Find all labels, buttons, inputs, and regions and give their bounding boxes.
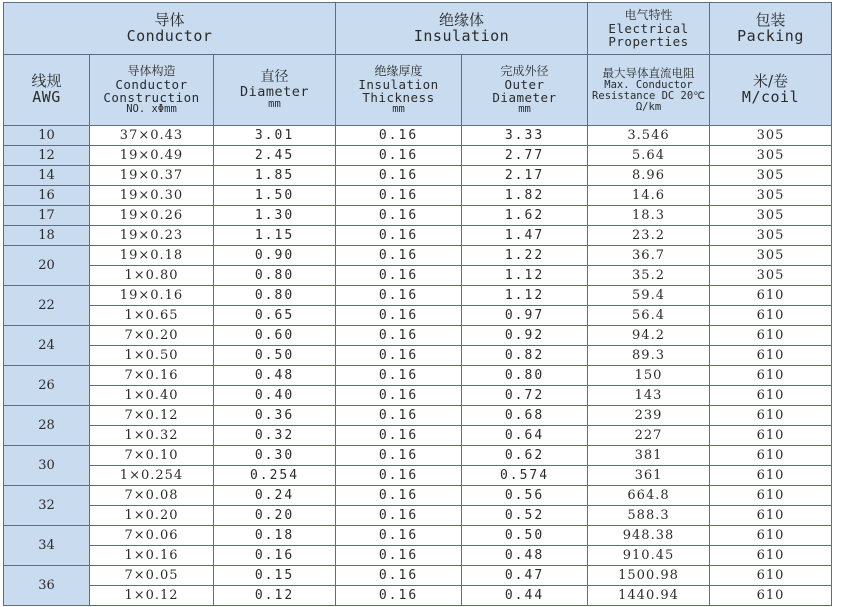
awg-cell: 17 (4, 206, 90, 226)
insulation-group-header (336, 3, 588, 55)
outer-header-zh: 完成外径 (500, 64, 549, 79)
table-row (4, 366, 832, 386)
wire-spec-sheet (3, 2, 831, 605)
resistance-header (588, 55, 710, 126)
resistance-cell: 23.2 (588, 226, 710, 246)
construction-cell: 1×0.80 (90, 266, 214, 286)
outer-diameter-cell: 0.56 (462, 486, 588, 506)
insulation-cell: 0.16 (336, 546, 462, 566)
resistance-cell: 1500.98 (588, 566, 710, 586)
resistance-cell: 1440.94 (588, 586, 710, 606)
construction-cell: 1×0.32 (90, 426, 214, 446)
electrical-group-header (588, 3, 710, 55)
outer-diameter-cell: 0.52 (462, 506, 588, 526)
outer-diameter-cell: 0.47 (462, 566, 588, 586)
outer-diameter-cell: 0.48 (462, 546, 588, 566)
thickness-header-zh: 绝缘厚度 (374, 64, 423, 79)
outer-diameter-cell: 0.44 (462, 586, 588, 606)
awg-header (4, 55, 90, 126)
construction-cell: 19×0.16 (90, 286, 214, 306)
construction-cell: 37×0.43 (90, 126, 214, 146)
resistance-cell: 14.6 (588, 186, 710, 206)
outer-diameter-cell: 1.12 (462, 266, 588, 286)
outer-diameter-cell: 2.17 (462, 166, 588, 186)
awg-cell: 12 (4, 146, 90, 166)
construction-cell: 7×0.05 (90, 566, 214, 586)
packing-cell: 305 (710, 166, 832, 186)
diameter-header (214, 55, 336, 126)
diameter-cell: 0.80 (214, 286, 336, 306)
insulation-cell: 0.16 (336, 586, 462, 606)
awg-cell: 36 (4, 566, 90, 606)
packing-cell: 610 (710, 486, 832, 506)
awg-cell: 16 (4, 186, 90, 206)
construction-cell: 7×0.12 (90, 406, 214, 426)
packing-cell: 610 (710, 286, 832, 306)
outer-diameter-cell: 0.64 (462, 426, 588, 446)
insulation-cell: 0.16 (336, 286, 462, 306)
diameter-cell: 0.90 (214, 246, 336, 266)
construction-cell: 1×0.20 (90, 506, 214, 526)
outer-diameter-cell: 2.77 (462, 146, 588, 166)
table-row (4, 446, 832, 466)
packing-cell: 610 (710, 566, 832, 586)
outer-diameter-cell: 1.47 (462, 226, 588, 246)
wire-spec-table (3, 2, 832, 606)
construction-header-en-2: Construction (103, 89, 200, 105)
resistance-cell: 36.7 (588, 246, 710, 266)
insulation-header-en: Insulation (413, 26, 510, 45)
packing-cell: 610 (710, 506, 832, 526)
insulation-cell: 0.16 (336, 526, 462, 546)
outer-diameter-cell: 1.22 (462, 246, 588, 266)
insulation-cell: 0.16 (336, 126, 462, 146)
awg-cell: 18 (4, 226, 90, 246)
construction-header (90, 55, 214, 126)
table-row (4, 266, 832, 286)
outer-diameter-cell: 0.80 (462, 366, 588, 386)
diameter-cell: 0.60 (214, 326, 336, 346)
resistance-cell: 18.3 (588, 206, 710, 226)
diameter-cell: 0.32 (214, 426, 336, 446)
table-row (4, 326, 832, 346)
construction-cell: 7×0.08 (90, 486, 214, 506)
resistance-cell: 8.96 (588, 166, 710, 186)
diameter-cell: 0.36 (214, 406, 336, 426)
electrical-header-en-2: Properties (608, 33, 689, 49)
insulation-cell: 0.16 (336, 226, 462, 246)
table-row (4, 406, 832, 426)
diameter-cell: 3.01 (214, 126, 336, 146)
diameter-cell: 0.24 (214, 486, 336, 506)
thickness-header-unit: mm (392, 102, 405, 115)
resistance-cell: 239 (588, 406, 710, 426)
awg-cell: 34 (4, 526, 90, 566)
resistance-cell: 3.546 (588, 126, 710, 146)
diameter-header-en: Diameter (239, 83, 310, 100)
packing-cell: 610 (710, 586, 832, 606)
awg-cell: 10 (4, 126, 90, 146)
insulation-header-zh: 绝缘体 (439, 10, 485, 29)
diameter-header-zh: 直径 (260, 69, 289, 86)
packing-cell: 305 (710, 146, 832, 166)
table-row (4, 586, 832, 606)
table-row (4, 486, 832, 506)
construction-header-unit: NO. xΦmm (126, 102, 177, 115)
table-row (4, 206, 832, 226)
diameter-cell: 1.50 (214, 186, 336, 206)
packing-cell: 610 (710, 306, 832, 326)
table-row (4, 166, 832, 186)
construction-cell: 19×0.18 (90, 246, 214, 266)
construction-cell: 1×0.254 (90, 466, 214, 486)
packing-cell: 305 (710, 226, 832, 246)
awg-header-en: AWG (32, 88, 61, 106)
construction-cell: 7×0.16 (90, 366, 214, 386)
resistance-header-zh: 最大导体直流电阻 (602, 66, 695, 81)
awg-cell: 14 (4, 166, 90, 186)
resistance-header-unit: Ω/km (635, 100, 662, 113)
insulation-cell: 0.16 (336, 266, 462, 286)
insulation-cell: 0.16 (336, 386, 462, 406)
resistance-cell: 664.8 (588, 486, 710, 506)
packing-cell: 305 (710, 126, 832, 146)
packing-cell: 305 (710, 206, 832, 226)
insulation-cell: 0.16 (336, 326, 462, 346)
insulation-cell: 0.16 (336, 486, 462, 506)
thickness-header (336, 55, 462, 126)
packing-cell: 610 (710, 446, 832, 466)
packing-cell: 610 (710, 426, 832, 446)
outer-header-en-2: Diameter (492, 89, 557, 105)
electrical-header-en-1: Electrical (608, 20, 689, 36)
packing-cell: 610 (710, 466, 832, 486)
conductor-header-en: Conductor (126, 26, 213, 45)
diameter-cell: 0.40 (214, 386, 336, 406)
construction-cell: 7×0.10 (90, 446, 214, 466)
packing-cell: 610 (710, 526, 832, 546)
electrical-header-zh: 电气特性 (624, 8, 673, 23)
table-row (4, 546, 832, 566)
awg-cell: 30 (4, 446, 90, 486)
table-row (4, 186, 832, 206)
diameter-cell: 0.48 (214, 366, 336, 386)
insulation-cell: 0.16 (336, 426, 462, 446)
resistance-cell: 89.3 (588, 346, 710, 366)
awg-cell: 20 (4, 246, 90, 286)
packing2-header-en: M/coil (741, 88, 800, 106)
outer-diameter-cell: 0.97 (462, 306, 588, 326)
diameter-cell: 0.15 (214, 566, 336, 586)
construction-cell: 1×0.16 (90, 546, 214, 566)
resistance-cell: 5.64 (588, 146, 710, 166)
diameter-cell: 0.80 (214, 266, 336, 286)
diameter-cell: 0.254 (214, 466, 336, 486)
diameter-header-unit: mm (268, 97, 281, 110)
diameter-cell: 0.20 (214, 506, 336, 526)
awg-cell: 26 (4, 366, 90, 406)
table-row (4, 526, 832, 546)
outer-diameter-cell: 0.68 (462, 406, 588, 426)
outer-header-unit: mm (518, 102, 531, 115)
construction-cell: 7×0.20 (90, 326, 214, 346)
awg-header-zh: 线规 (31, 72, 62, 91)
insulation-cell: 0.16 (336, 246, 462, 266)
resistance-cell: 59.4 (588, 286, 710, 306)
packing-cell: 305 (710, 246, 832, 266)
diameter-cell: 1.30 (214, 206, 336, 226)
outer-diameter-cell: 0.82 (462, 346, 588, 366)
packing-cell: 610 (710, 326, 832, 346)
outer-diameter-cell: 0.50 (462, 526, 588, 546)
table-row (4, 506, 832, 526)
insulation-cell: 0.16 (336, 566, 462, 586)
table-row (4, 426, 832, 446)
awg-cell: 32 (4, 486, 90, 526)
diameter-cell: 0.30 (214, 446, 336, 466)
resistance-cell: 56.4 (588, 306, 710, 326)
packing-cell: 610 (710, 546, 832, 566)
header-row-groups (4, 3, 832, 55)
insulation-cell: 0.16 (336, 346, 462, 366)
table-row (4, 386, 832, 406)
construction-cell: 19×0.23 (90, 226, 214, 246)
diameter-cell: 0.12 (214, 586, 336, 606)
conductor-group-header (4, 3, 336, 55)
construction-cell: 1×0.12 (90, 586, 214, 606)
insulation-cell: 0.16 (336, 146, 462, 166)
resistance-cell: 381 (588, 446, 710, 466)
construction-cell: 19×0.30 (90, 186, 214, 206)
diameter-cell: 0.16 (214, 546, 336, 566)
insulation-cell: 0.16 (336, 446, 462, 466)
construction-cell: 19×0.37 (90, 166, 214, 186)
thickness-header-en-2: Thickness (362, 89, 435, 105)
thickness-header-en-1: Insulation (358, 76, 439, 92)
outer-diameter-cell: 1.12 (462, 286, 588, 306)
table-row (4, 126, 832, 146)
construction-cell: 1×0.40 (90, 386, 214, 406)
awg-cell: 24 (4, 326, 90, 366)
construction-cell: 1×0.50 (90, 346, 214, 366)
packing-group-header (710, 3, 832, 55)
outer-diameter-cell: 0.72 (462, 386, 588, 406)
packing-header-en: Packing (737, 26, 804, 45)
construction-cell: 7×0.06 (90, 526, 214, 546)
table-row (4, 246, 832, 266)
outer-diameter-cell: 1.62 (462, 206, 588, 226)
packing-header-zh: 包装 (755, 10, 786, 29)
insulation-cell: 0.16 (336, 366, 462, 386)
resistance-cell: 143 (588, 386, 710, 406)
table-row (4, 306, 832, 326)
resistance-header-en-1: Max. Conductor (604, 78, 693, 91)
header-row-columns (4, 55, 832, 126)
insulation-cell: 0.16 (336, 406, 462, 426)
diameter-cell: 0.65 (214, 306, 336, 326)
table-row (4, 286, 832, 306)
resistance-header-en-2: Resistance DC 20℃ (592, 89, 705, 102)
outer-diameter-cell: 0.92 (462, 326, 588, 346)
awg-cell: 28 (4, 406, 90, 446)
insulation-cell: 0.16 (336, 206, 462, 226)
outer-diameter-cell: 0.574 (462, 466, 588, 486)
awg-cell: 22 (4, 286, 90, 326)
packing-cell: 305 (710, 266, 832, 286)
packing-cell: 610 (710, 386, 832, 406)
outer-diameter-cell: 3.33 (462, 126, 588, 146)
packing2-header-zh: 米/卷 (752, 72, 789, 91)
packing-cell: 610 (710, 346, 832, 366)
table-row (4, 346, 832, 366)
outer-diameter-header (462, 55, 588, 126)
resistance-cell: 948.38 (588, 526, 710, 546)
table-row (4, 466, 832, 486)
insulation-cell: 0.16 (336, 466, 462, 486)
diameter-cell: 0.18 (214, 526, 336, 546)
resistance-cell: 227 (588, 426, 710, 446)
diameter-cell: 2.45 (214, 146, 336, 166)
packing-cell: 305 (710, 186, 832, 206)
construction-header-en-1: Conductor (115, 76, 188, 92)
insulation-cell: 0.16 (336, 306, 462, 326)
outer-diameter-cell: 1.82 (462, 186, 588, 206)
table-row (4, 146, 832, 166)
table-row (4, 566, 832, 586)
resistance-cell: 361 (588, 466, 710, 486)
diameter-cell: 0.50 (214, 346, 336, 366)
outer-header-en-1: Outer (504, 76, 545, 92)
insulation-cell: 0.16 (336, 166, 462, 186)
outer-diameter-cell: 0.62 (462, 446, 588, 466)
resistance-cell: 588.3 (588, 506, 710, 526)
resistance-cell: 35.2 (588, 266, 710, 286)
packing-cell: 610 (710, 406, 832, 426)
construction-cell: 1×0.65 (90, 306, 214, 326)
diameter-cell: 1.15 (214, 226, 336, 246)
insulation-cell: 0.16 (336, 506, 462, 526)
diameter-cell: 1.85 (214, 166, 336, 186)
conductor-header-zh: 导体 (154, 10, 185, 29)
construction-cell: 19×0.26 (90, 206, 214, 226)
packing-cell: 610 (710, 366, 832, 386)
packing-coil-header (710, 55, 832, 126)
construction-cell: 19×0.49 (90, 146, 214, 166)
construction-header-zh: 导体构造 (127, 64, 176, 79)
table-row (4, 226, 832, 246)
resistance-cell: 94.2 (588, 326, 710, 346)
resistance-cell: 150 (588, 366, 710, 386)
insulation-cell: 0.16 (336, 186, 462, 206)
resistance-cell: 910.45 (588, 546, 710, 566)
